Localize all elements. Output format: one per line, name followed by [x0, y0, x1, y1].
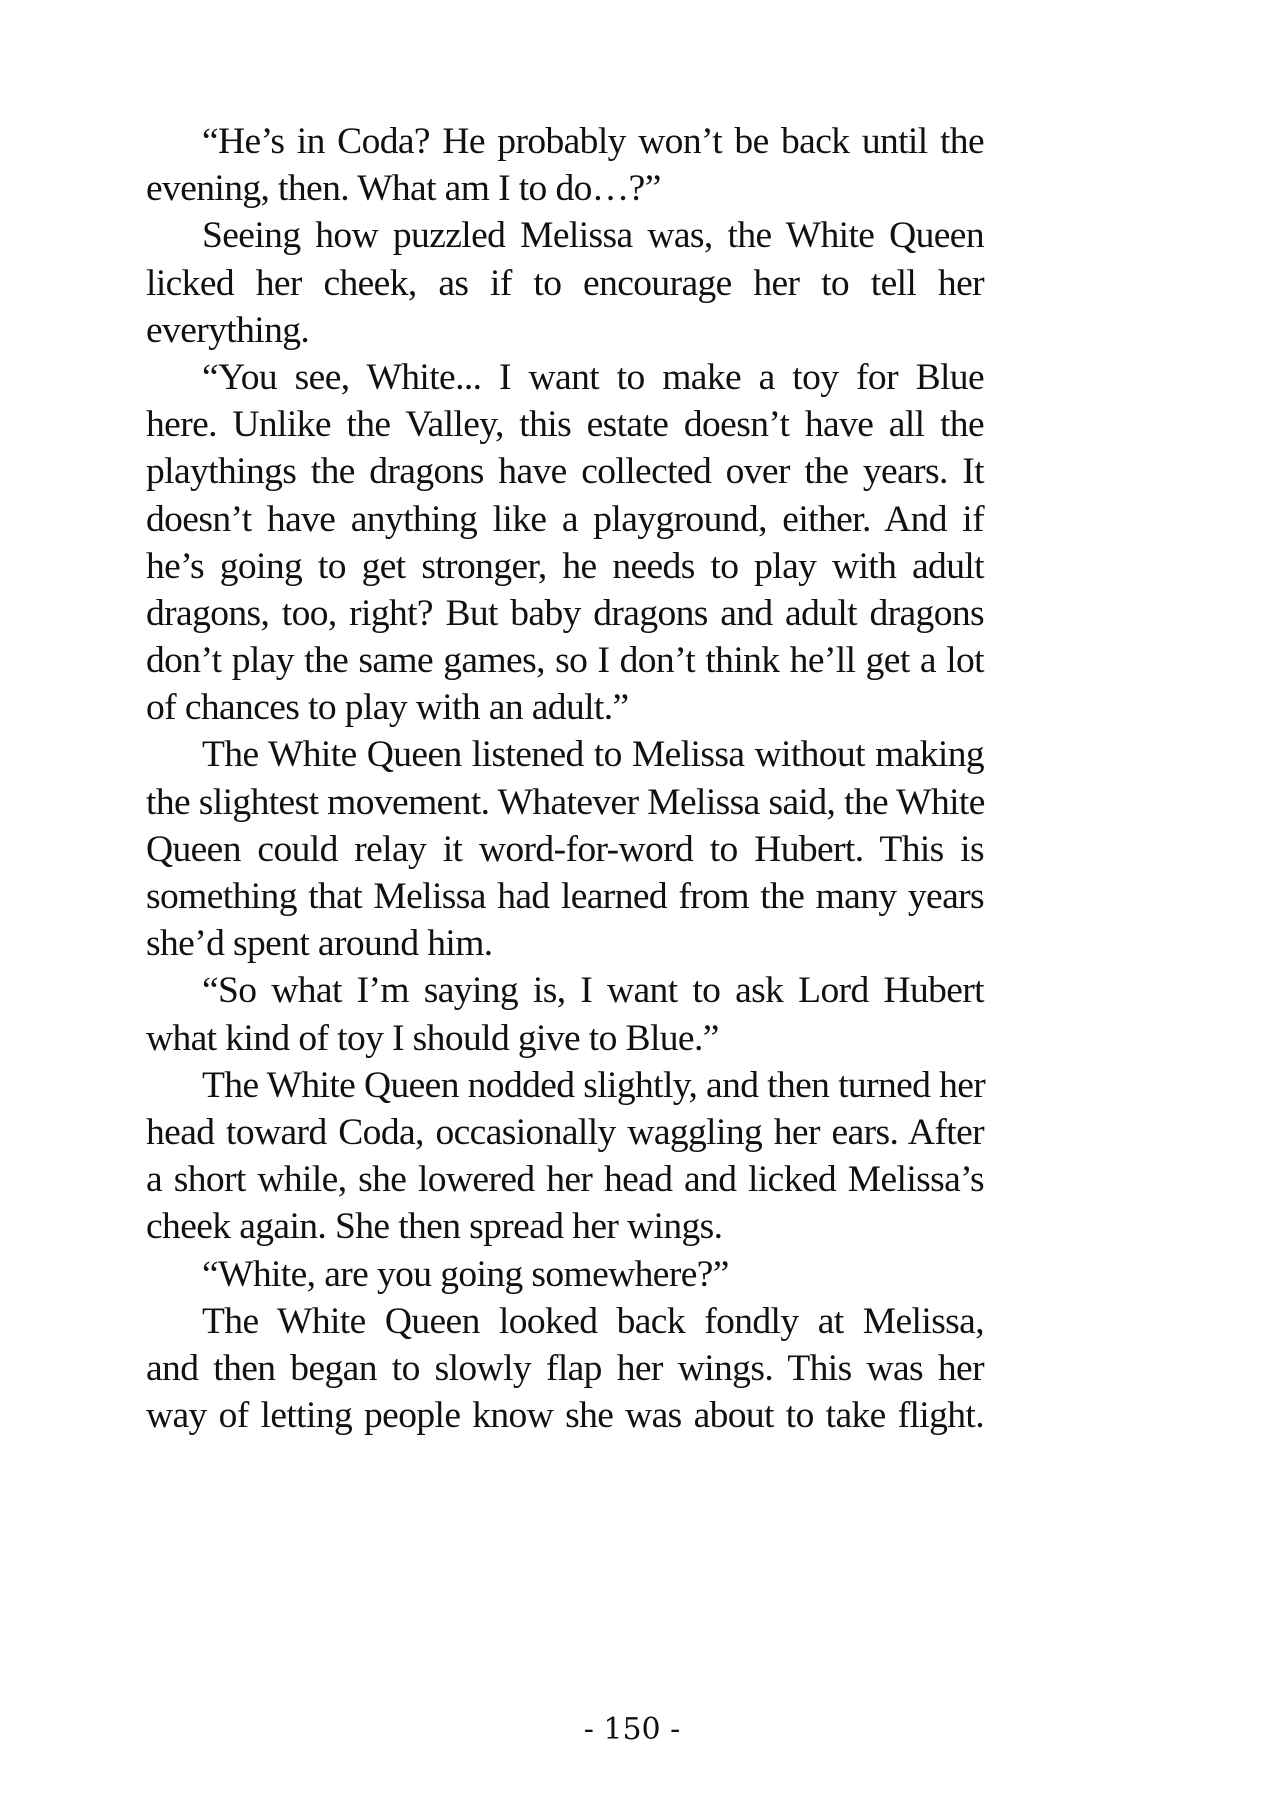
text-line: doesn’t have anything like a playground, either. And if [146, 498, 984, 540]
text-line: The White Queen nodded slightly, and then turned her [202, 1064, 986, 1106]
text-line: everything. [146, 309, 310, 351]
text-line: he’s going to get stronger, he needs to play with adult [146, 545, 984, 587]
text-line: playthings the dragons have collected over the years. It [146, 451, 984, 493]
text-line: she’d spent around him. [146, 923, 493, 965]
text-line: of chances to play with an adult.” [146, 687, 629, 729]
body-text [146, 118, 984, 1439]
text-line: The White Queen looked back fondly at Melissa, [202, 1300, 984, 1342]
text-line: what kind of toy I should give to Blue.” [146, 1017, 719, 1059]
text-line: Queen could relay it word-for-word to Hubert. This is [146, 828, 984, 870]
text-line: don’t play the same games, so I don’t think he’ll get a lot [146, 640, 984, 682]
text-line: licked her cheek, as if to encourage her to tell her [146, 262, 984, 304]
text-line: “You see, White... I want to make a toy for Blue [202, 356, 984, 398]
text-line: and then began to slowly flap her wings. This was her [146, 1347, 984, 1389]
text-line: evening, then. What am I to do…?” [146, 168, 661, 210]
text-line: “So what I’m saying is, I want to ask Lord Hubert [202, 970, 984, 1012]
text-line: cheek again. She then spread her wings. [146, 1206, 723, 1248]
text-line: the slightest movement. Whatever Melissa said, the White [146, 781, 985, 823]
text-line: a short while, she lowered her head and licked Melissa’s [146, 1159, 984, 1201]
text-line: The White Queen listened to Melissa without making [202, 734, 984, 776]
text-line: head toward Coda, occasionally waggling her ears. After [146, 1111, 984, 1153]
text-line: here. Unlike the Valley, this estate doesn’t have all the [146, 404, 984, 446]
text-line: Seeing how puzzled Melissa was, the White Queen [202, 215, 984, 257]
text-line: “White, are you going somewhere?” [202, 1253, 729, 1295]
text-line: dragons, too, right? But baby dragons and adult dragons [146, 592, 984, 634]
text-line: something that Melissa had learned from the many years [146, 876, 984, 917]
text-line: “He’s in Coda? He probably won’t be back until the [202, 121, 984, 162]
page-number: - 150 - [583, 1712, 681, 1747]
text-line: way of letting people know she was about to take flight. [146, 1395, 984, 1437]
